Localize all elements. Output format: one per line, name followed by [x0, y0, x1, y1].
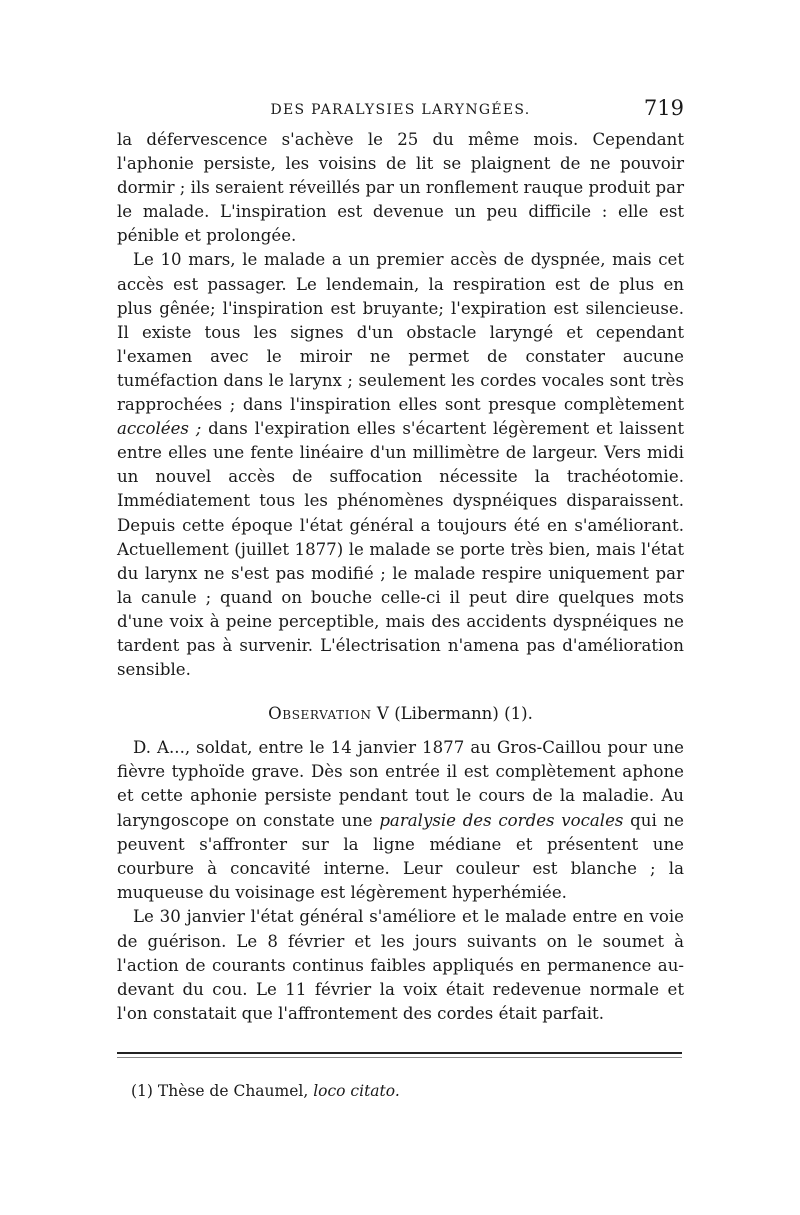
paragraph-2	[117, 248, 684, 682]
observation-label: Observation	[268, 704, 372, 723]
paragraph-4: Le 30 janvier l'état général s'améliore et le malade entre en voie de guérison. Le 8 février et les jours suivants on le soumet à l'action de courants continus faibles appliqués en permanence au-devant du cou. Le 11 février la voix était redevenue normale et l'on constatait que l'affrontement des cordes était parfait.	[117, 907, 684, 1024]
paragraph-3-emphasis: paralysie des cordes vocales	[379, 810, 624, 830]
paragraph-2-text-a: Le 10 mars, le malade a un premier accès de dyspnée, mais cet accès est passager. Le lendemain, la respiration est de plus en plus gênée; l'inspiration est bruyante; l'expiration est silencieuse. Il existe tous les signes d'un obstacle laryngé et cependant l'examen avec le miroir ne permet de constater aucune tuméfaction dans le larynx ; seulement les cordes vocales sont très rapprochées ; dans l'inspiration elles sont presque complètement	[117, 250, 684, 415]
paragraph-3-text-a: D. A..., soldat, entre le 14 janvier 1877 au Gros-Caillou pour une fièvre typhoïde grave. Dès son entrée il est complètement aphone et cette aphonie persiste pendant tout le cours de la maladie. Au laryngoscope on constate une	[117, 738, 684, 830]
observation-note-ref: (1).	[504, 704, 533, 723]
footnote-separator-thin	[117, 1057, 682, 1058]
main-text-part-2	[117, 736, 684, 1026]
paragraph-3-text-b: qui ne peuvent s'affronter sur la ligne médiane et présentent une courbure à concavité interne. Leur couleur est blanche ; la muqueuse du voisinage est légèrement hyperhémiée.	[117, 810, 684, 903]
footnote-separator	[117, 1052, 682, 1054]
paragraph-3	[117, 736, 684, 905]
running-title: DES PARALYSIES LARYNGÉES.	[270, 102, 531, 118]
main-text-part-1	[117, 128, 684, 682]
observation-author: (Libermann)	[394, 704, 499, 723]
footnote-emphasis: loco citato.	[313, 1082, 400, 1100]
paragraph-1: la défervescence s'achève le 25 du même mois. Cependant l'aphonie persiste, les voisins de lit se plaignent de ne pouvoir dormir ; ils seraient réveillés par un ronflement rauque produit par le malade. L'inspiration est devenue un peu difficile : elle est pénible et prolongée.	[117, 130, 684, 246]
running-header	[117, 96, 684, 122]
observation-number: V	[376, 704, 389, 723]
observation-heading	[117, 702, 684, 726]
paragraph-2-emphasis: accolées ;	[117, 419, 202, 439]
footnote-text: (1) Thèse de Chaumel,	[131, 1082, 314, 1100]
paragraph-2-text-b: dans l'expiration elles s'écartent légèrement et laissent entre elles une fente linéaire d'un millimètre de largeur. Vers midi un nouvel accès de suffocation nécessite la trachéotomie. Immédiatement tous les phénomènes dyspnéiques disparaissent. Depuis cette époque l'état général a toujours été en s'améliorant. Actuellement (juillet 1877) le malade se porte très bien, mais l'état du larynx ne s'est pas modifié ; le malade respire uniquement par la canule ; quand on bouche celle-ci il peut dire quelques mots d'une voix à peine perceptible, mais des accidents dyspnéiques ne tardent pas à survenir. L'électrisation n'amena pas d'amélioration sensible.	[117, 419, 684, 680]
page-number: 719	[643, 96, 684, 120]
footnote	[131, 1081, 400, 1101]
